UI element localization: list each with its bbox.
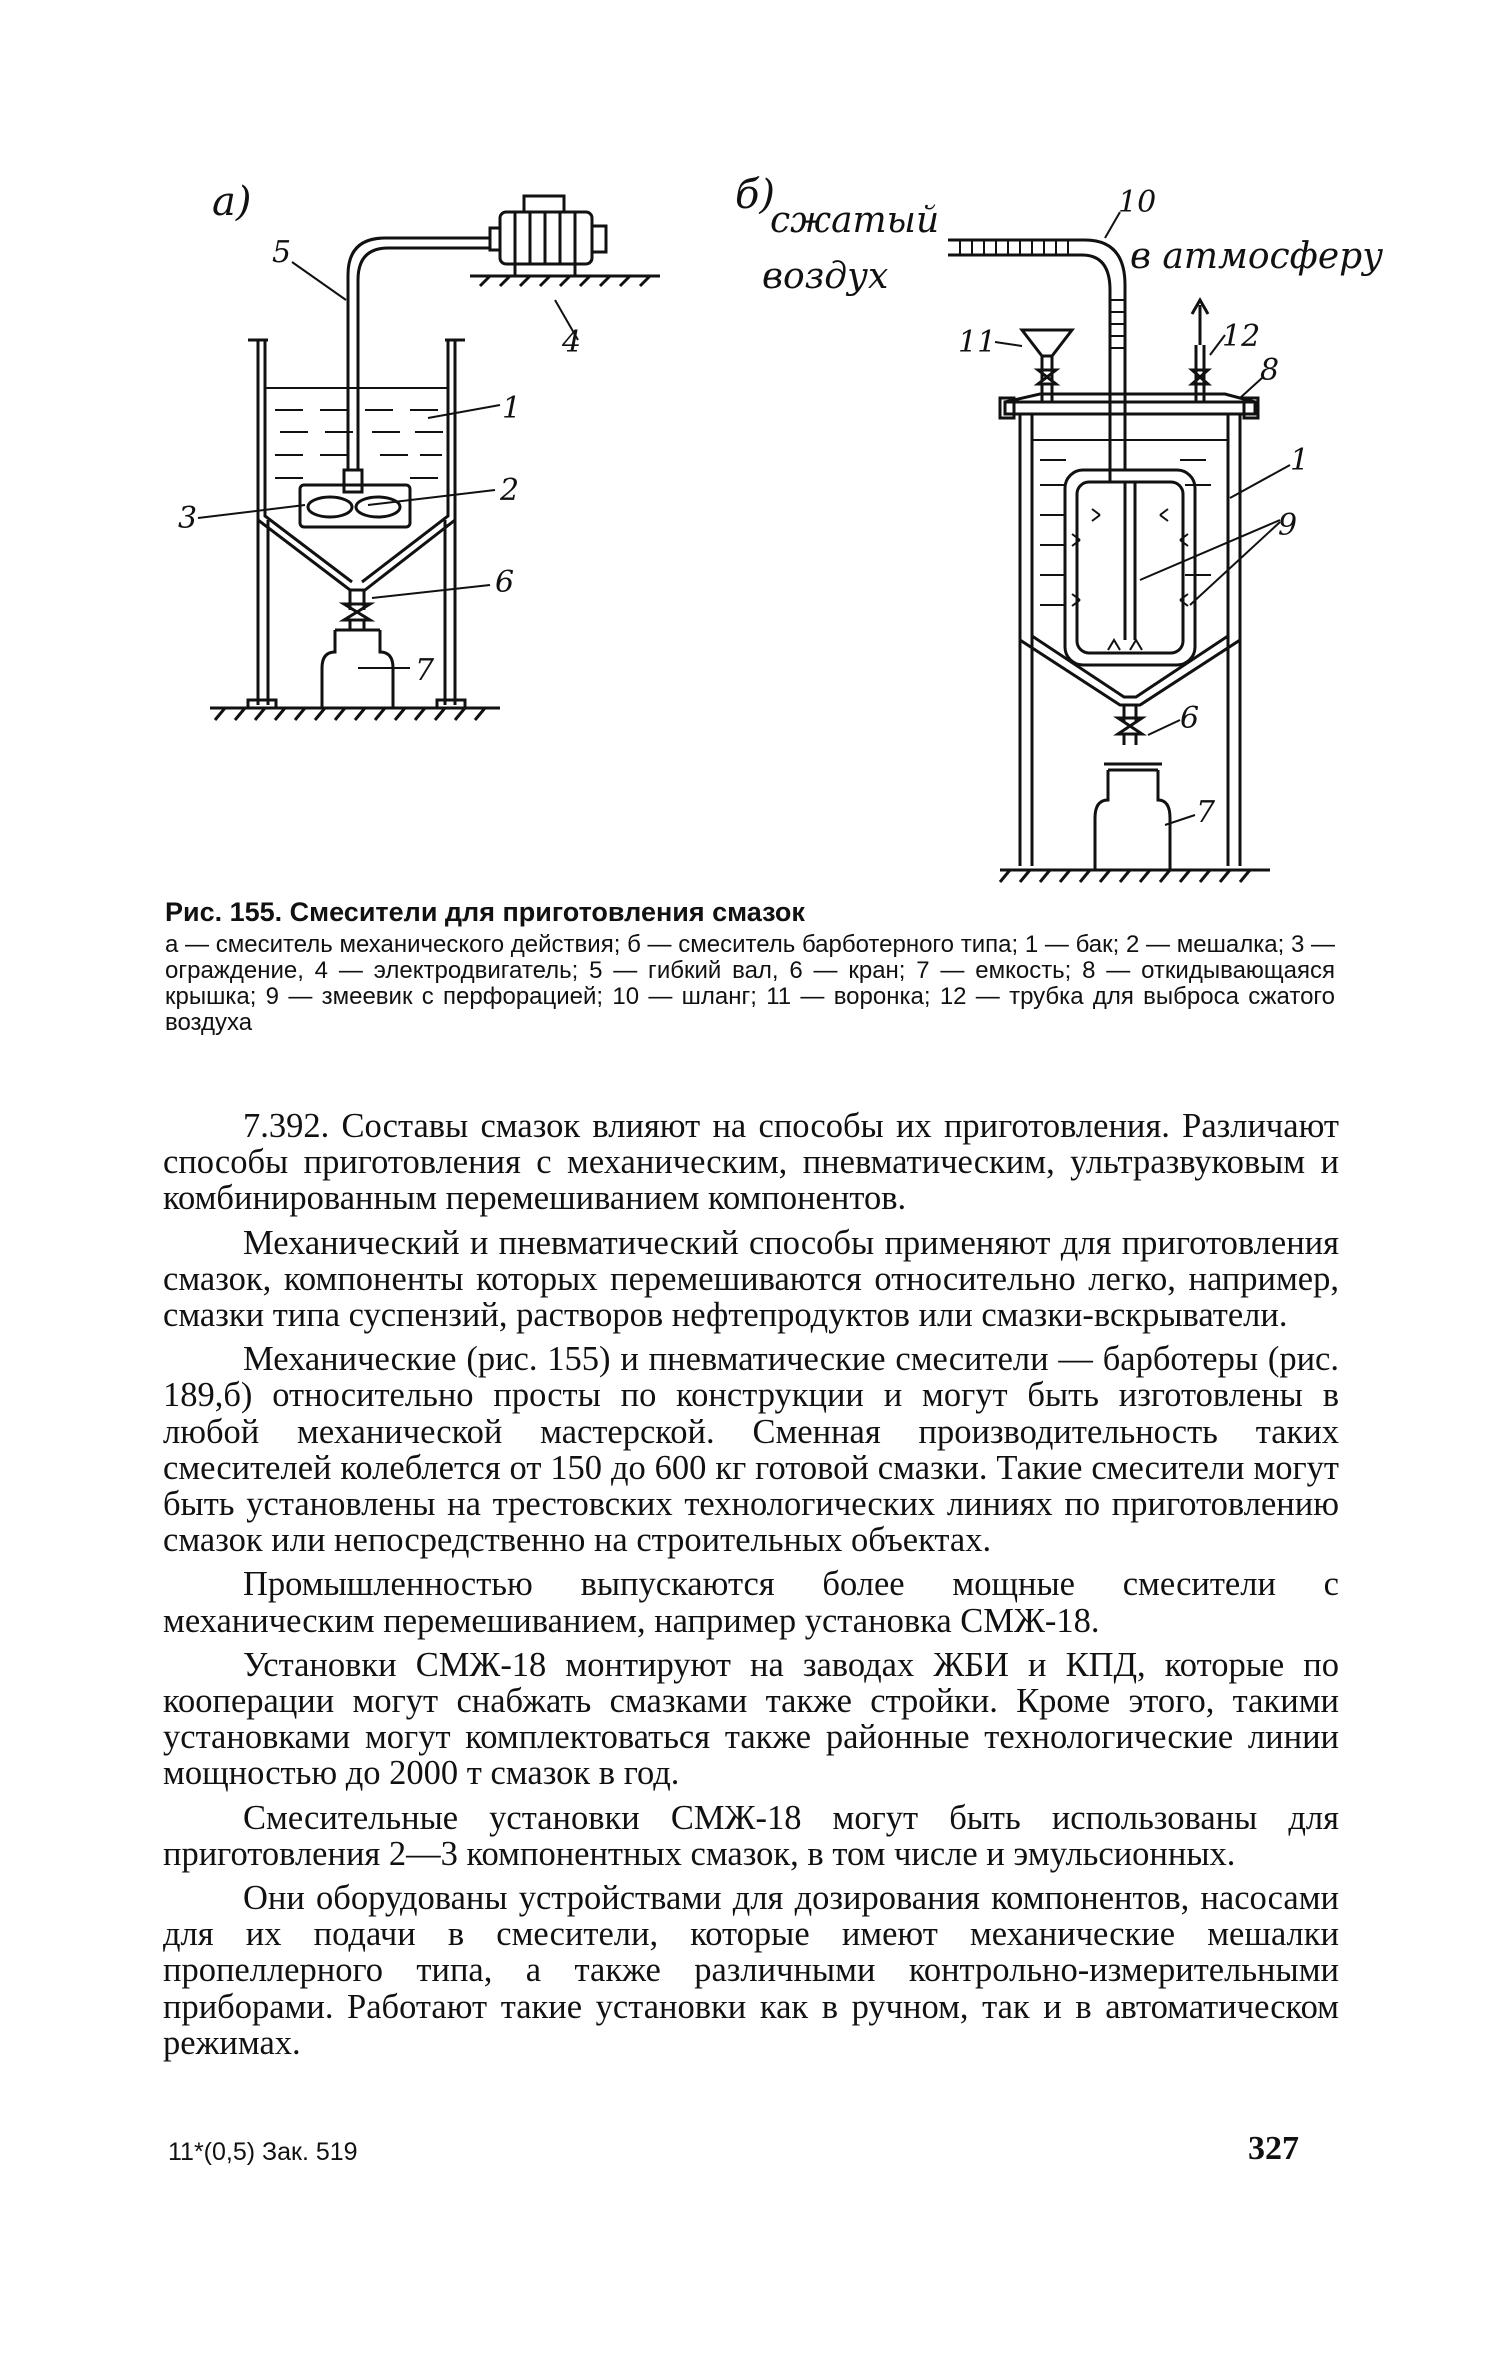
panel-b-label: б) [735,172,776,218]
tank-b [1020,414,1240,760]
hinged-lid [1000,394,1258,418]
valve-b-icon [1118,705,1142,745]
page-number: 327 [1248,2130,1299,2167]
perforated-coil [1065,360,1195,665]
paragraph-7: Они оборудованы устройствами для дозирования компонентов, насосами для их подачи в смесители, которые имеют механические мешалки пропеллерного типа, а также различными контрольно-измерительными приборами. Работают такие установки как в ручном, так и в автоматическом режимах. [163,1879,1339,2062]
panel-a-label: а) [212,179,252,225]
panel-a-mechanical-mixer [178,179,660,720]
callout-b-1: 1 [1290,443,1310,478]
container-jar-b [1095,764,1170,870]
callout-b-6: 6 [1180,701,1200,736]
valve-icon [344,590,370,630]
exhaust-pipe-icon [1192,300,1208,402]
callout-a-5: 5 [272,235,292,270]
paragraph-4: Промышленностью выпускаются более мощные смесители с механическим перемешиванием, например установка СМЖ-18. [163,1565,1339,1640]
callout-b-7: 7 [1196,795,1216,830]
panel-b-barbotage-mixer [735,172,1383,882]
callout-a-7: 7 [415,653,435,688]
electric-motor-icon [470,196,660,286]
callout-a-2: 2 [500,473,520,508]
callout-b-10: 10 [1118,185,1157,220]
paragraph-1: 7.392. Составы смазок влияют на способы их приготовления. Различают способы приготовления с механическим, пневматическим, ультразвуковым и комбинированным перемешиванием компонентов. [163,1107,1339,1218]
stirrer-guard [300,470,410,527]
callout-b-11: 11 [958,325,997,360]
air-inlet-label-1: сжатый [770,200,940,241]
callout-a-1: 1 [502,391,522,426]
funnel-icon [1022,330,1072,402]
caption-title: Рис. 155. Смесители для приготовления смазок [165,897,805,927]
paragraph-6: Смесительные установки СМЖ-18 могут быть использованы для приготовления 2—3 компонентных смазок, в том числе и эмульсионных. [163,1798,1339,1873]
paragraph-2: Механический и пневматический способы применяют для приготовления смазок, компоненты которых перемешиваются относительно легко, например, смазки типа суспензий, растворов нефтепродуктов или смазки-вскрыватели. [163,1223,1339,1335]
air-outlet-label: в атмосферу [1130,236,1384,277]
callout-b-8: 8 [1260,353,1280,388]
callout-a-3: 3 [178,501,198,536]
callout-b-12: 12 [1222,319,1261,354]
main-text [163,1108,1339,2069]
callout-b-9: 9 [1278,508,1298,543]
print-signature: 11*(0,5) Зак. 519 [168,2138,358,2166]
paragraph-3: Механические (рис. 155) и пневматические смесители — барботеры (рис. 189,б) относительно просты по конструкции и могут быть изготовлены в любой механической мастерской. Сменная производительность таких смесителей колеблется от 150 до 600 кг готовой смазки. Такие смесители могут быть установлены на трестовских технологических линиях по приготовлению смазок или непосредственно на строительных объектах. [163,1340,1339,1560]
air-inlet-label-2: воздух [762,256,889,297]
figure-caption [165,897,1335,1036]
paragraph-5: Установки СМЖ-18 монтируют на заводах ЖБИ и КПД, которые по кооперации могут снабжать смазками также стройки. Кроме этого, такими установками могут комплектоваться также районные технологические линии мощностью до 2000 т смазок в год. [163,1645,1339,1793]
callout-a-4: 4 [562,325,582,360]
caption-text: а — смеситель механического действия; б — смеситель барботерного типа; 1 — бак; 2 — мешалка; 3 — ограждение, 4 — электродвигатель; 5 — гибкий вал, 6 — кран; 7 — емкость; 8 — откидывающаяся крышка; 9 — змеевик с перфорацией; 10 — шланг; 11 — воронка; 12 — трубка для выброса сжатого воздуха [165,931,1335,1036]
callout-a-6: 6 [495,565,515,600]
flexible-shaft [348,238,490,470]
figure-155-mixers [0,0,1499,900]
